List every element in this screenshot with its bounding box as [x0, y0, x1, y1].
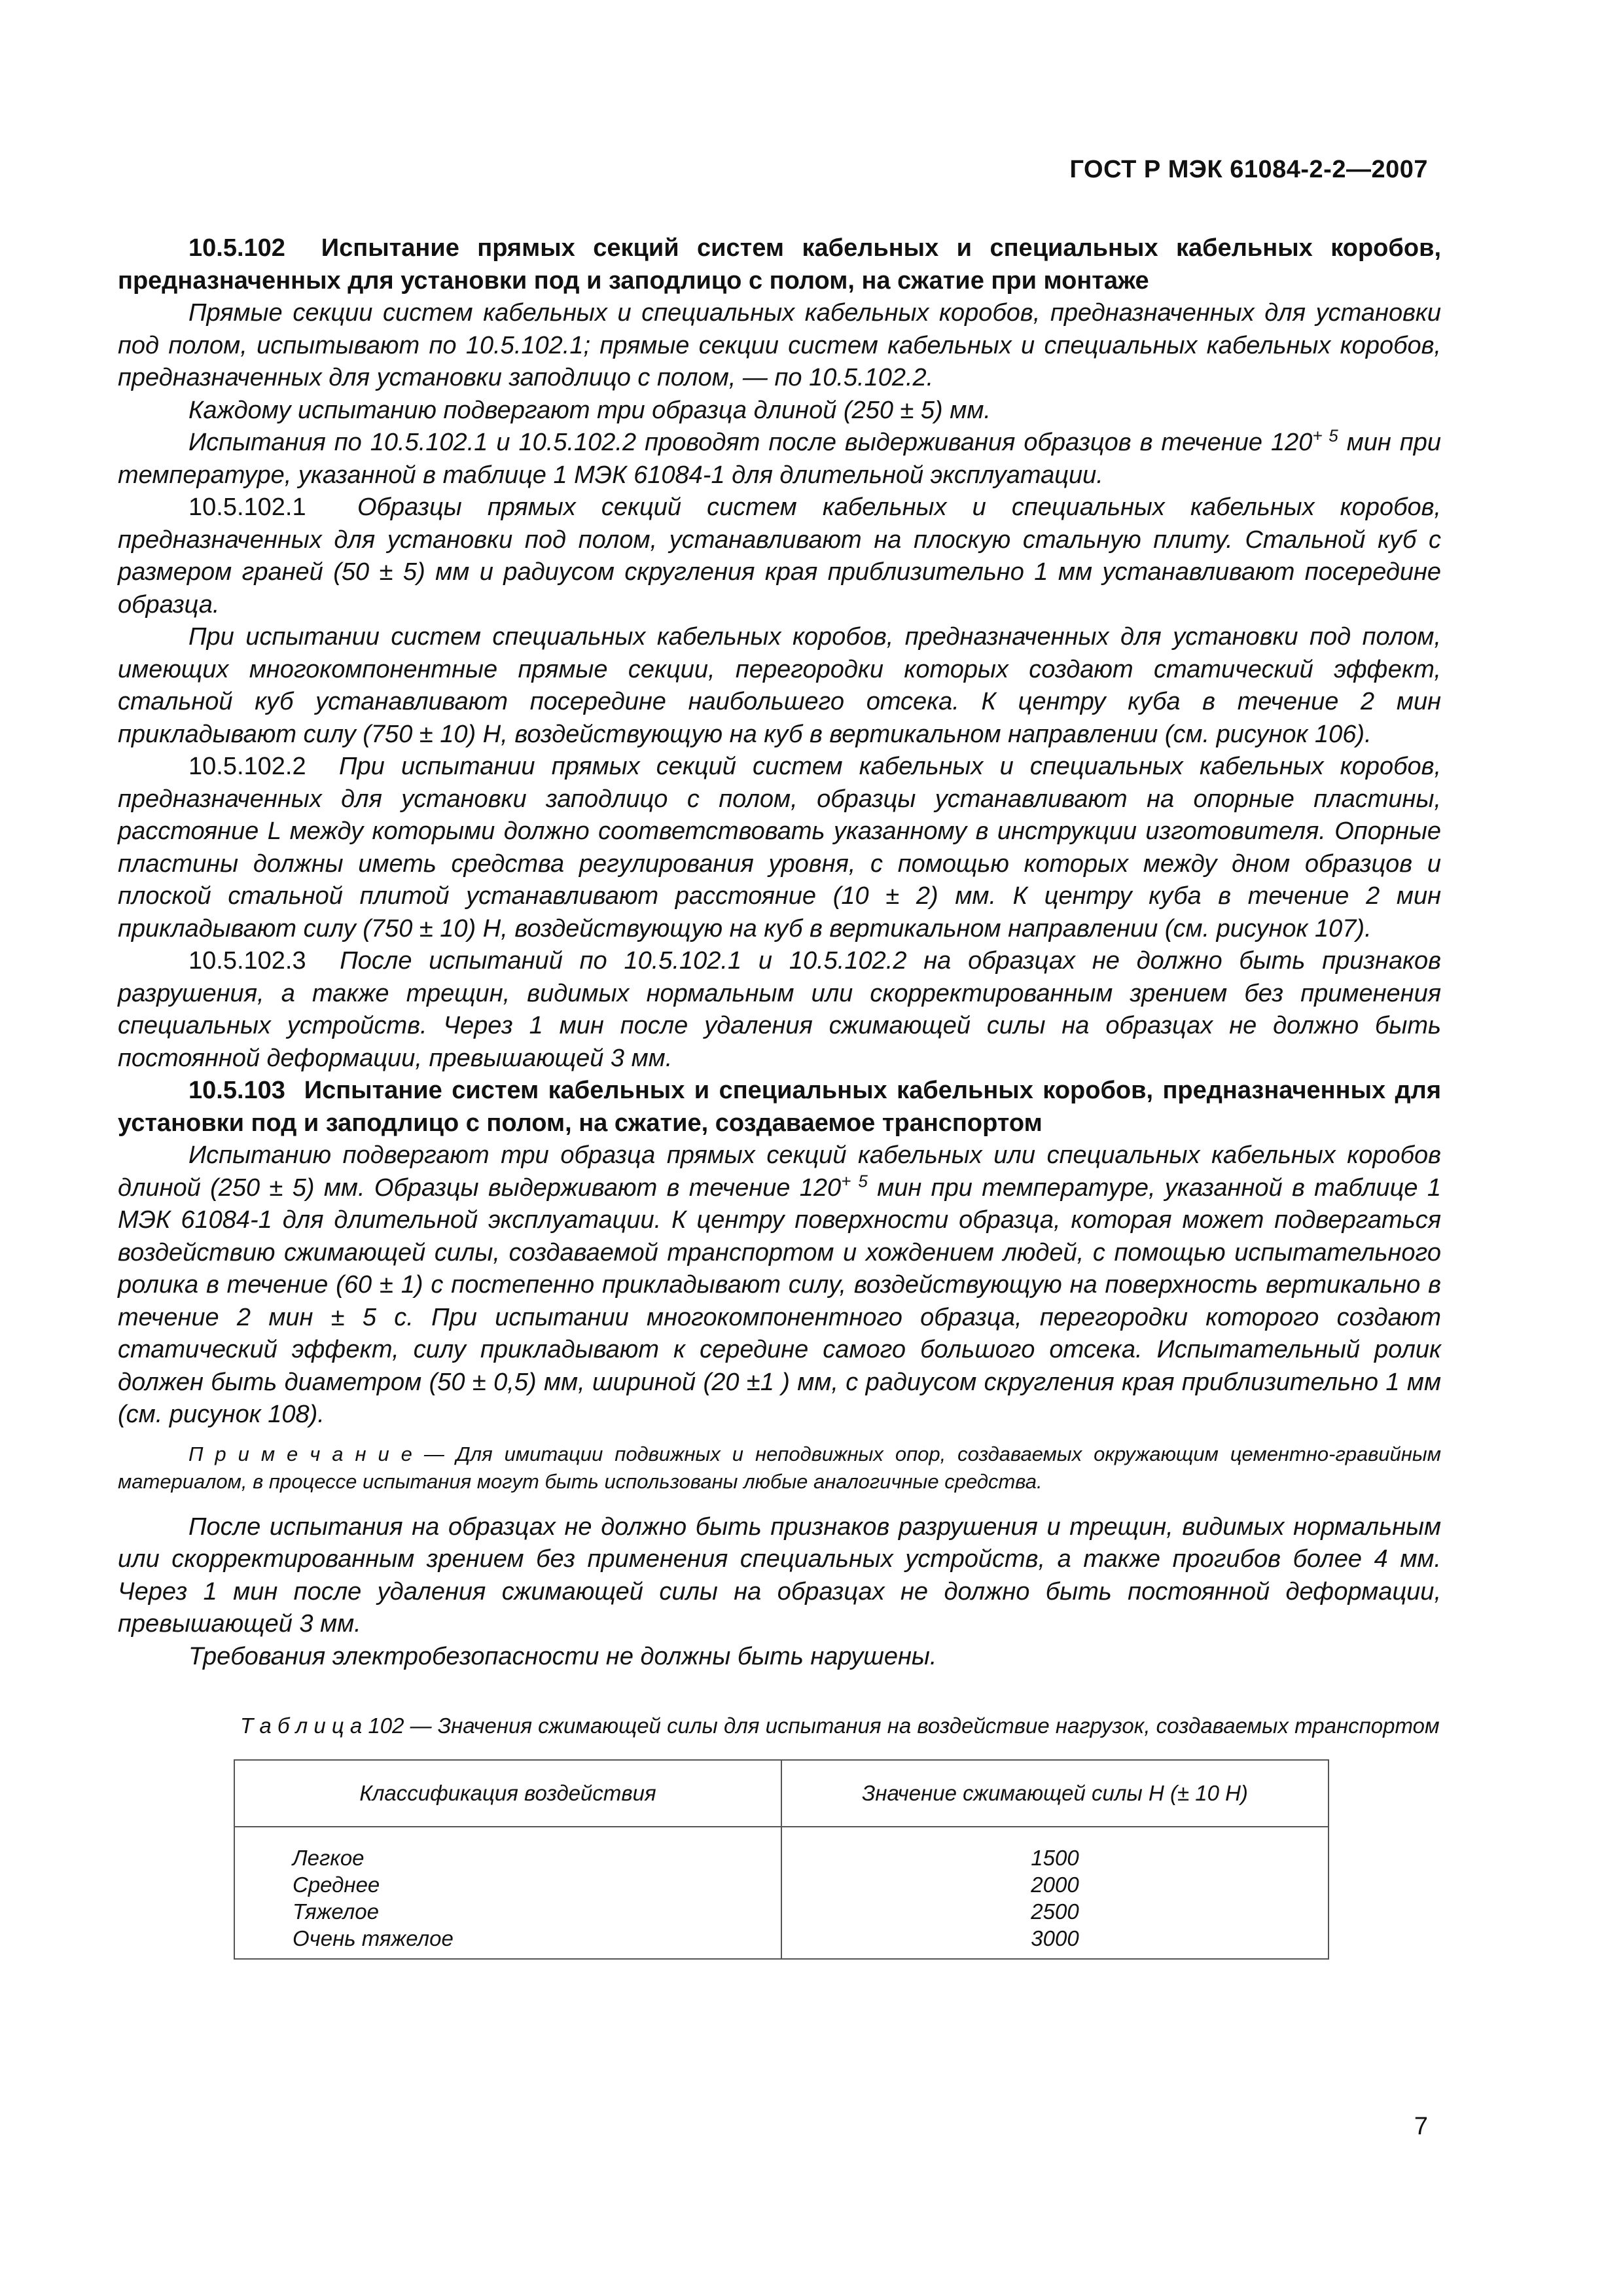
- subsection-number: 10.5.102.1: [188, 493, 306, 521]
- table-row: [234, 1871, 1329, 1898]
- table-cell: Тяжелое: [234, 1898, 781, 1925]
- subsection-10-5-102-2: [118, 751, 1441, 945]
- subsection-number: 10.5.102.2: [188, 753, 306, 780]
- section-10-5-103-heading: [118, 1075, 1441, 1139]
- section-number: 10.5.103: [188, 1077, 285, 1104]
- table-cell: Среднее: [234, 1871, 781, 1898]
- table-cell: Очень тяжелое: [234, 1925, 781, 1959]
- force-table: [234, 1759, 1329, 1960]
- section-10-5-102-heading: [118, 232, 1441, 297]
- page-number: 7: [1414, 2113, 1428, 2140]
- note: [118, 1441, 1441, 1496]
- table-row: [234, 1898, 1329, 1925]
- subsection-text: Образцы прямых секций систем кабельных и специальных кабельных коробов, предназначенных для установки под полом, устанавливают на плоскую стальную плиту. Стальной куб с размером граней (50 ± 5) мм и радиусом скругления края приблизительно 1 мм устанавливают посередине образца.: [118, 493, 1441, 619]
- table-row: [234, 1827, 1329, 1871]
- paragraph: После испытания на образцах не должно быть признаков разрушения и трещин, видимых нормальным или скорректированным зрением без применения специальных устройств, а также прогибов более 4 мм. Через 1 мин после удаления сжимающей силы на образцах не должно быть постоянной деформации, превышающей 3 мм.: [118, 1513, 1441, 1638]
- section-title: Испытание систем кабельных и специальных кабельных коробов, предназначенных для установки под и заподлицо с полом, на сжатие, создаваемое транспортом: [118, 1077, 1441, 1137]
- table-row: [234, 1925, 1329, 1959]
- column-header: Значение сжимающей силы Н (± 10 Н): [781, 1760, 1329, 1827]
- paragraph: [118, 427, 1441, 492]
- paragraph: [118, 1139, 1441, 1431]
- note-label: П р и м е ч а н и е: [188, 1442, 412, 1465]
- table-cell: 2500: [781, 1898, 1329, 1925]
- column-header: Классификация воздействия: [234, 1760, 781, 1827]
- table-cell: 1500: [781, 1827, 1329, 1871]
- subsection-number: 10.5.102.3: [188, 947, 306, 975]
- superscript: + 5: [1312, 425, 1338, 446]
- paragraph: Прямые секции систем кабельных и специальных кабельных коробов, предназначенных для установки под полом, испытывают по 10.5.102.1; прямые секции систем кабельных и специальных кабельных коробов, предназначенных для установки заподлицо с полом, — по 10.5.102.2.: [118, 299, 1441, 391]
- paragraph: Каждому испытанию подвергают три образца длиной (250 ± 5) мм.: [188, 396, 991, 424]
- section-number: 10.5.102: [188, 234, 285, 262]
- subsection-10-5-102-1: [118, 492, 1441, 621]
- text-fragment: мин при температуре, указанной в таблице 1 МЭК 61084-1 для длительной эксплуатации. К центру поверхности образца, которая может подвергаться воздействию сжимающей силы, создаваемой транспортом и хождением людей, с помощью испытательного ролика в течение (60 ± 1) с постепенно прикладывают силу, воздействующую на поверхность вертикально в течение 2 мин ± 5 с. При испытании многокомпонентного образца, перегородки которого создают статический эффект, силу прикладывают к середине самого большого отсека. Испытательный ролик должен быть диаметром (50 ± 0,5) мм, шириной (20 ±1 ) мм, с радиусом скругления края приблизительно 1 мм (см. рисунок 108).: [118, 1174, 1441, 1428]
- subsection-text: После испытаний по 10.5.102.1 и 10.5.102.2 на образцах не должно быть признаков разрушения, а также трещин, видимых нормальным или скорректированным зрением без применения специальных устройств. Через 1 мин после удаления сжимающей силы на образцах не должно быть постоянной деформации, превышающей 3 мм.: [118, 947, 1441, 1072]
- table-cell: 3000: [781, 1925, 1329, 1959]
- table-cell: Легкое: [234, 1827, 781, 1871]
- table-caption: [240, 1712, 1441, 1740]
- superscript: + 5: [841, 1170, 868, 1191]
- document-header: ГОСТ Р МЭК 61084-2-2—2007: [1069, 156, 1428, 183]
- text-fragment: Испытания по 10.5.102.1 и 10.5.102.2 проводят после выдерживания образцов в течение 120: [188, 429, 1313, 456]
- document-body: [118, 232, 1441, 1960]
- text-fragment: Испытанию подвергают три образца прямых секций кабельных или специальных кабельных коробов длиной (250 ± 5) мм. Образцы выдерживают в течение 120: [118, 1141, 1441, 1202]
- subsection-10-5-102-3: [118, 945, 1441, 1075]
- table-cell: 2000: [781, 1871, 1329, 1898]
- table-header-row: [234, 1760, 1329, 1827]
- text-fragment: мин при температуре, указанной в таблице 1 МЭК 61084-1 для длительной эксплуатации.: [118, 429, 1441, 489]
- note-text: — Для имитации подвижных и неподвижных опор, создаваемых окружающим цементно-гравийным материалом, в процессе испытания могут быть использованы любые аналогичные средства.: [118, 1442, 1441, 1493]
- table-caption-label: Т а б л и ц а 102: [240, 1713, 404, 1738]
- paragraph: При испытании систем специальных кабельных коробов, предназначенных для установки под полом, имеющих многокомпонентные прямые секции, перегородки которых создают статический эффект, стальной куб устанавливают посередине наибольшего отсека. К центру куба в течение 2 мин прикладывают силу (750 ± 10) Н, воздействующую на куб в вертикальном направлении (см. рисунок 106).: [118, 623, 1441, 748]
- subsection-text: При испытании прямых секций систем кабельных и специальных кабельных коробов, предназначенных для установки заподлицо с полом, образцы устанавливают на опорные пластины, расстояние L между которыми должно соответствовать указанному в инструкции изготовителя. Опорные пластины должны иметь средства регулирования уровня, с помощью которых между дном образцов и плоской стальной плитой устанавливают расстояние (10 ± 2) мм. К центру куба в течение 2 мин прикладывают силу (750 ± 10) Н, воздействующую на куб в вертикальном направлении (см. рисунок 107).: [118, 753, 1441, 942]
- paragraph: Требования электробезопасности не должны быть нарушены.: [188, 1642, 937, 1670]
- section-title: Испытание прямых секций систем кабельных и специальных кабельных коробов, предназначенных для установки под и заподлицо с полом, на сжатие при монтаже: [118, 234, 1441, 295]
- table-caption-text: — Значения сжимающей силы для испытания на воздействие нагрузок, создаваемых транспортом: [404, 1713, 1440, 1738]
